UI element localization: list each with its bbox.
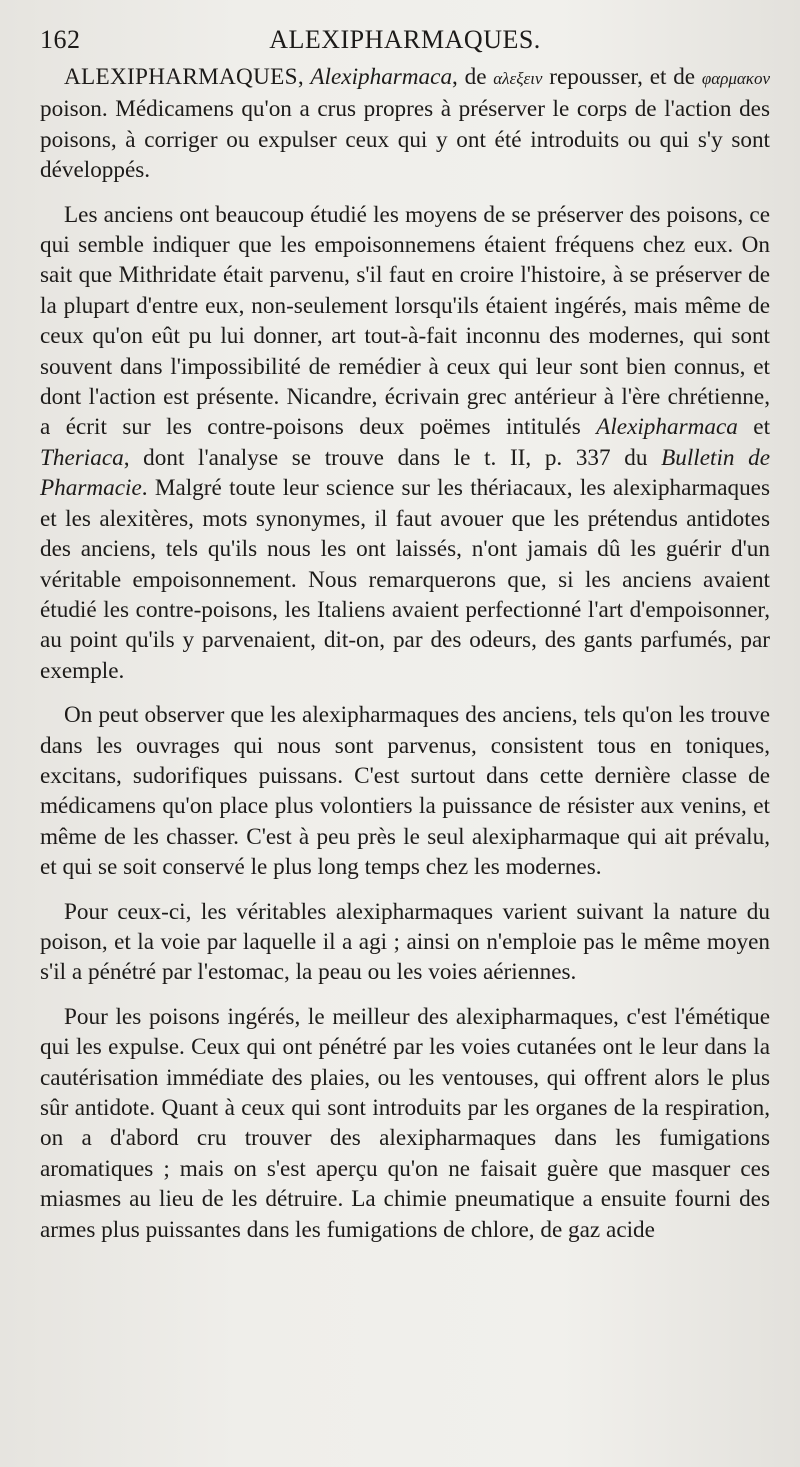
paragraph-history: Les anciens ont beaucoup étudié les moyens de se préserver des poisons, ce qui semble indiquer que les empoisonnemens étaient fréquens chez eux. On sait que Mithridate était parvenu, s'il faut en croire l'histoire, à se préserver de la plupart d'entre eux, non-seulement lorsqu'ils étaient ingérés, mais même de ceux qu'on eût pu lui donner, art tout-à-fait inconnu des modernes, qui sont souvent dans l'impossibilité de remédier à ceux qui leur sont bien connus, et dont l'action est présente. Nicandre, écrivain grec antérieur à l'ère chrétienne, a écrit sur les contre-poisons deux poëmes intitulés Alexipharmaca et Theriaca, dont l'analyse se trouve dans le t. II, p. 337 du Bulletin de Pharmacie. Malgré toute leur science sur les thériacaux, les alexipharmaques et les alexitères, mots synonymes, il faut avouer que les prétendus antidotes des anciens, tels qu'ils nous les ont laissés, n'ont jamais dû les guérir d'un véritable empoisonnement. Nous remarquerons que, si les anciens avaient étudié les contre-poisons, les Italiens avaient perfectionné l'art d'empoisonner, au point qu'ils y parvenaient, dit-on, par des odeurs, des gants parfumés, par exemple. [40,201,771,684]
paragraph-definition: ALEXIPHARMAQUES, Alexipharmaca, de αλεξειν repousser, et de φαρμακον poison. Médicamens qu'on a crus propres à préserver le corps de l'action des poisons, à corriger ou expulser ceux qui y ont été introduits ou qui s'y sont développés. [40,64,771,184]
running-head [40,20,770,60]
work-title-alexipharmaca: Alexipharmaca [596,414,738,441]
latin-name: Alexipharmaca [310,64,453,90]
paragraph-ancients: On peut observer que les alexipharmaques des anciens, tels qu'on les trouve dans les ouvrages qui nous sont parvenus, consistent tous en toniques, excitans, sudorifiques puissans. C'est surtout dans cette dernière classe de médicamens qu'on place plus volontiers la puissance de résister aux venins, et même de les chasser. C'est à peu près le seul alexipharmaque qui ait prévalu, et qui se soit conservé le plus long temps chez les modernes. [40,702,770,881]
greek-noun: φαρμακον [701,69,771,88]
paragraph-moderns: Pour ceux-ci, les véritables alexipharmaques varient suivant la nature du poison, et la voie par laquelle il a agi ; ainsi on n'emploie pas le même moyen s'il a pénétré par l'estomac, la peau ou les voies aériennes. [40,898,770,986]
paragraph-poisons: Pour les poisons ingérés, le meilleur des alexipharmaques, c'est l'émétique qui les expulse. Ceux qui ont pénétré par les voies cutanées ont le leur dans la cautérisation immédiate des plaies, ou les ventouses, qui offrent alors le plus sûr antidote. Quant à ceux qui sont introduits par les organes de la respiration, on a d'abord cru trouver des alexipharmaques dans les fumigations aromatiques ; mais on s'est aperçu qu'on ne faisait guère que masquer ces miasmes au lieu de les détruire. La chimie pneumatique a ensuite fourni des armes plus puissantes dans les fumigations de chlore, de gaz acide [40,1003,770,1243]
running-title: ALEXIPHARMAQUES. [269,25,541,54]
work-title-theriaca: Theriaca [40,444,124,471]
article-body [40,62,770,1245]
work-title-bulletin: Bulletin de Pharmacie [40,444,770,502]
page-number: 162 [40,25,81,54]
headword: ALEXIPHARMAQUES [64,64,298,90]
greek-verb: αλεξειν [493,69,543,88]
